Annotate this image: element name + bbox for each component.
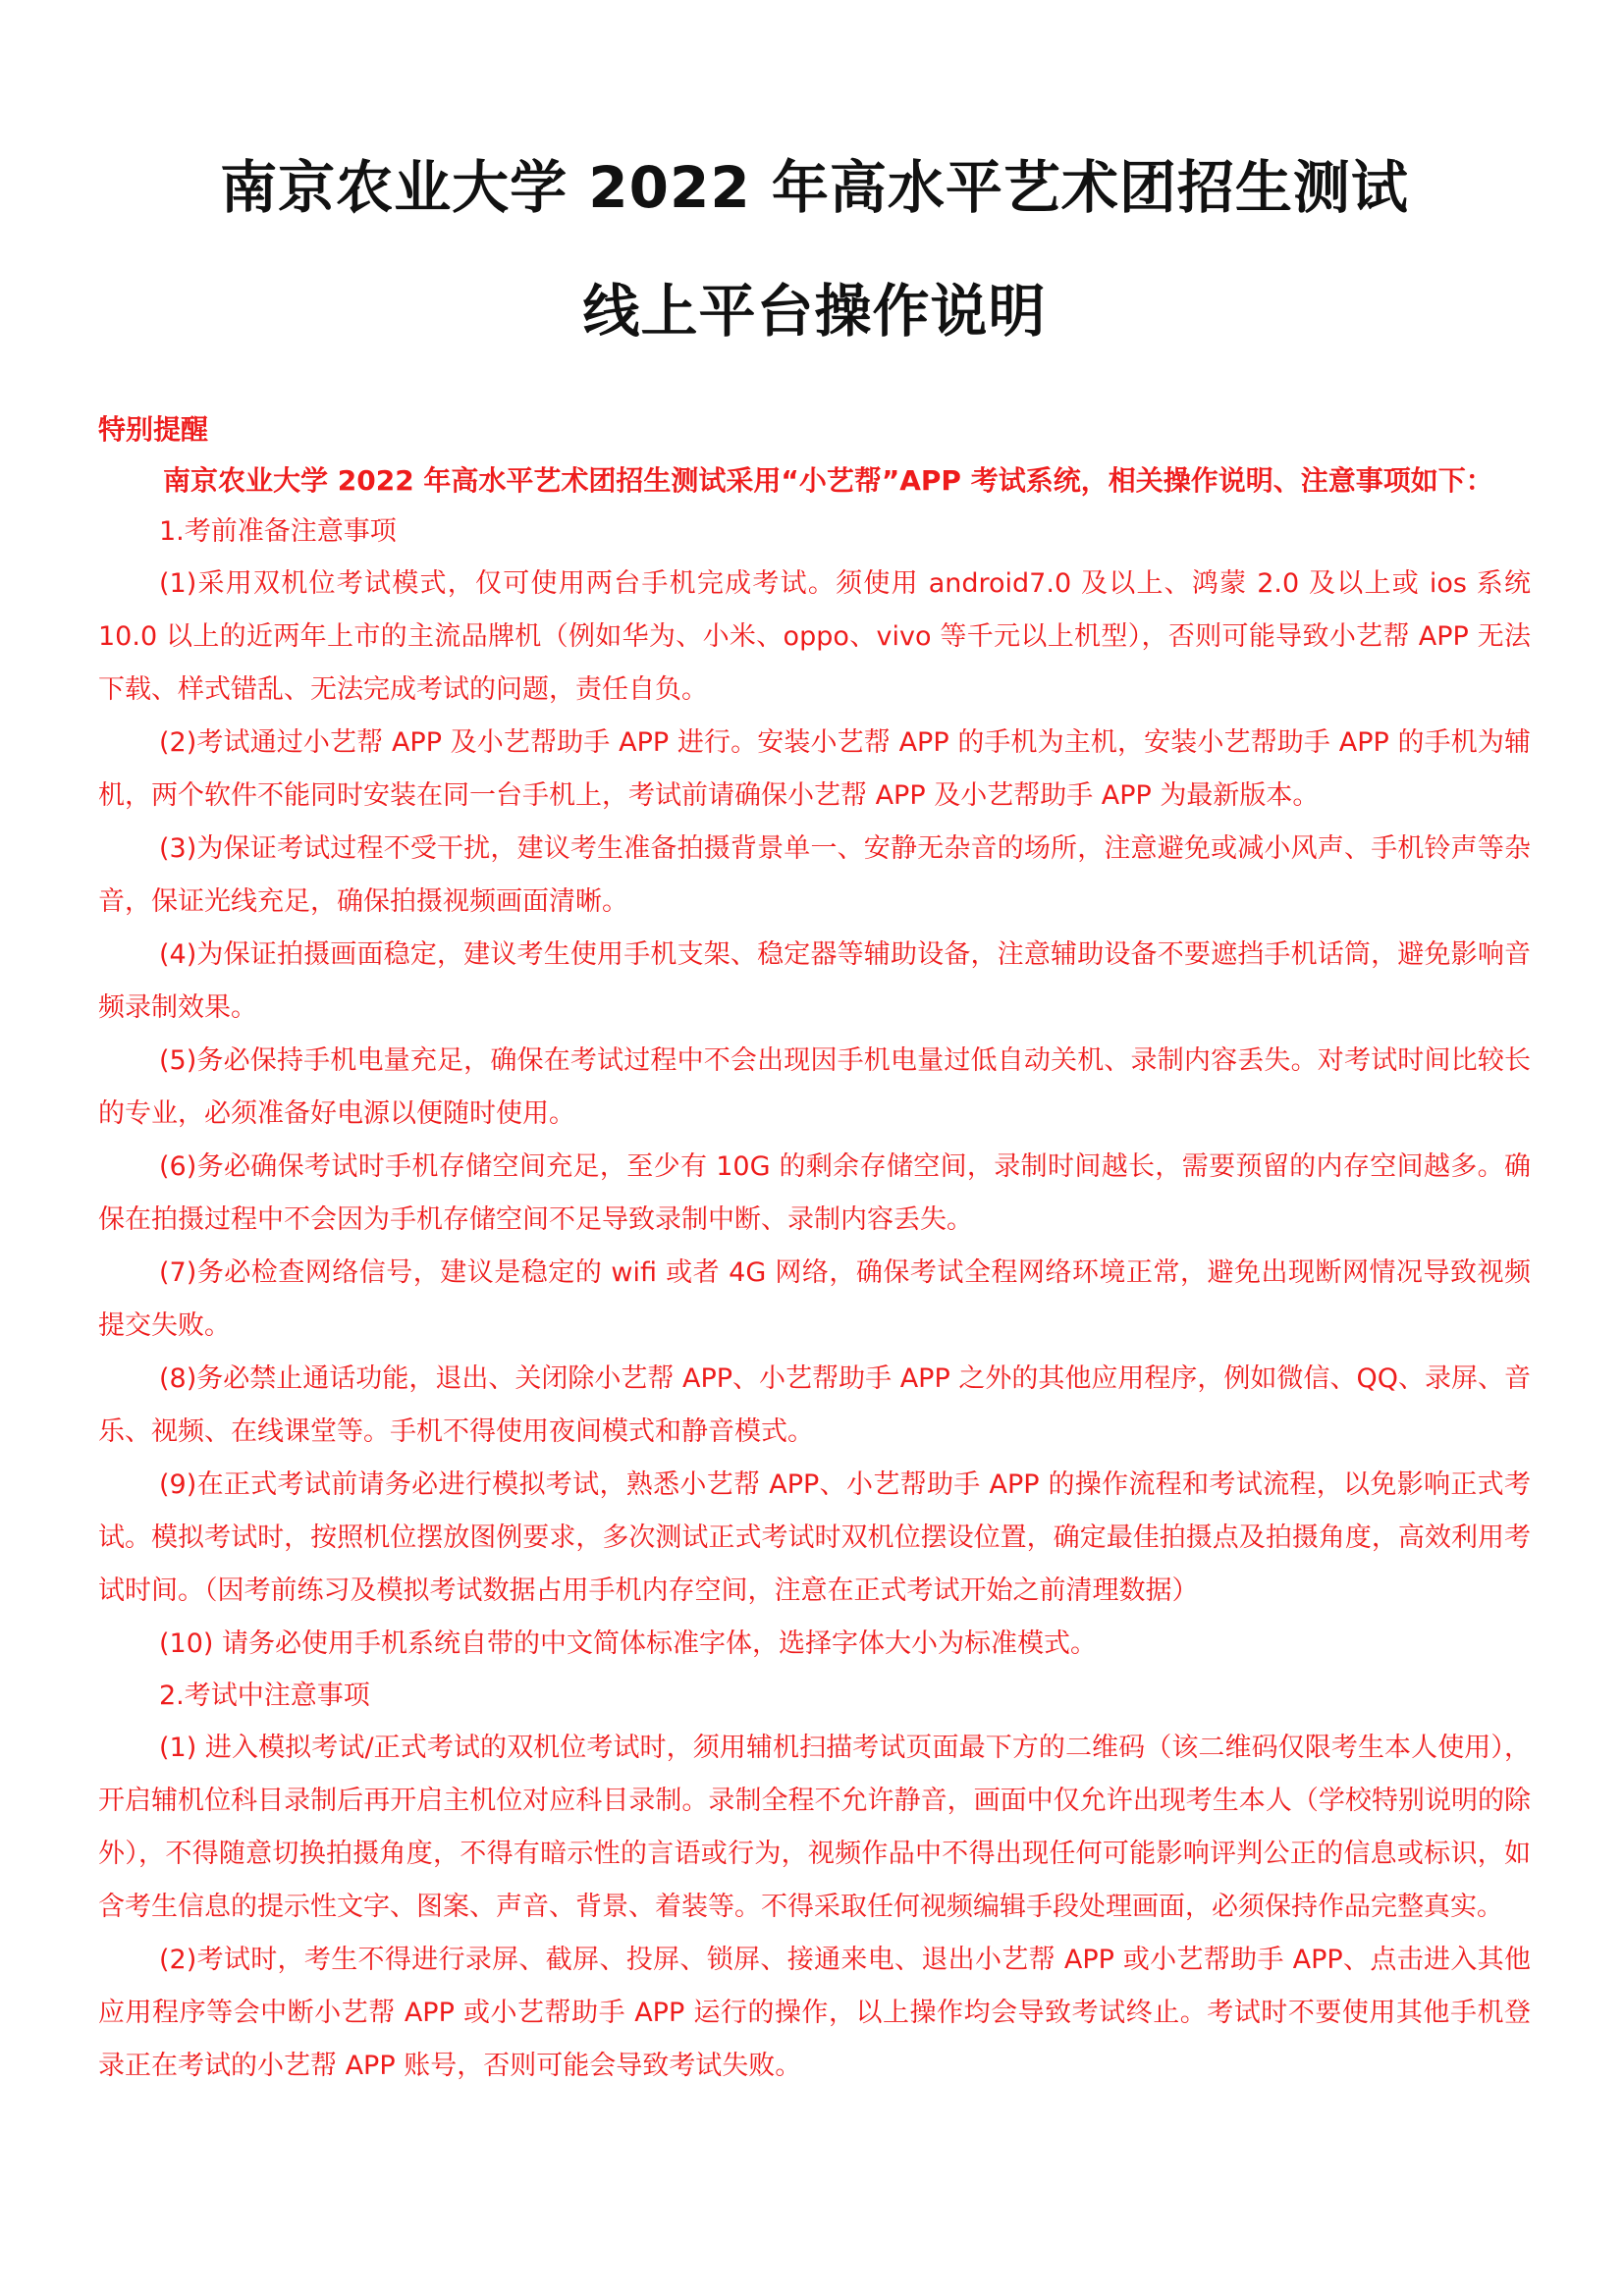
list-item: (8)务必禁止通话功能，退出、关闭除小艺帮 APP、小艺帮助手 APP 之外的其他应用程序，例如微信、QQ、录屏、音乐、视频、在线课堂等。手机不得使用夜间模式和静音模式。 bbox=[98, 1363, 1531, 1447]
list-item: (2)考试通过小艺帮 APP 及小艺帮助手 APP 进行。安装小艺帮 APP 的手机为主机，安装小艺帮助手 APP 的手机为辅机，两个软件不能同时安装在同一台手机上，考试前请确保小艺帮 APP 及小艺帮助手 APP 为最新版本。 bbox=[98, 727, 1531, 811]
notice-heading: 特别提醒 bbox=[98, 413, 209, 446]
section-heading: 1.考前准备注意事项 bbox=[159, 516, 397, 547]
list-item: (6)务必确保考试时手机存储空间充足，至少有 10G 的剩余存储空间，录制时间越长，需要预留的内存空间越多。确保在拍摄过程中不会因为手机存储空间不足导致录制中断、录制内容丢失。 bbox=[98, 1151, 1531, 1235]
list-item: (9)在正式考试前请务必进行模拟考试，熟悉小艺帮 APP、小艺帮助手 APP 的操作流程和考试流程，以免影响正式考试。模拟考试时，按照机位摆放图例要求，多次测试正式考试时双机位摆设位置，确定最佳拍摄点及拍摄角度，高效利用考试时间。（因考前练习及模拟考试数据占用手机内存空间，注意在正式考试开始之前清理数据） bbox=[98, 1469, 1531, 1606]
list-item: (5)务必保持手机电量充足，确保在考试过程中不会出现因手机电量过低自动关机、录制内容丢失。对考试时间比较长的专业，必须准备好电源以便随时使用。 bbox=[98, 1045, 1531, 1129]
section-2 bbox=[98, 1671, 1531, 2093]
list-item: (4)为保证拍摄画面稳定，建议考生使用手机支架、稳定器等辅助设备，注意辅助设备不要遮挡手机话筒，避免影响音频录制效果。 bbox=[98, 939, 1531, 1023]
document-title-line1: 南京农业大学 2022 年高水平艺术团招生测试 bbox=[220, 154, 1409, 221]
document-title-line2: 线上平台操作说明 bbox=[582, 278, 1047, 345]
section-1 bbox=[98, 507, 1531, 1671]
list-item: (2)考试时，考生不得进行录屏、截屏、投屏、锁屏、接通来电、退出小艺帮 APP 或小艺帮助手 APP、点击进入其他应用程序等会中断小艺帮 APP 或小艺帮助手 APP 运行的操作，以上操作均会导致考试终止。考试时不要使用其他手机登录正在考试的小艺帮 APP 账号，否则可能会导致考试失败。 bbox=[98, 1945, 1531, 2081]
list-item: (1) 进入模拟考试/正式考试的双机位考试时，须用辅机扫描考试页面最下方的二维码（该二维码仅限考生本人使用），开启辅机位科目录制后再开启主机位对应科目录制。录制全程不允许静音，画面中仅允许出现考生本人（学校特别说明的除外），不得随意切换拍摄角度，不得有暗示性的言语或行为，视频作品中不得出现任何可能影响评判公正的信息或标识，如含考生信息的提示性文字、图案、声音、背景、着装等。不得采取任何视频编辑手段处理画面，必须保持作品完整真实。 bbox=[98, 1733, 1531, 1922]
list-item: (3)为保证考试过程不受干扰，建议考生准备拍摄背景单一、安静无杂音的场所，注意避免或减小风声、手机铃声等杂音，保证光线充足，确保拍摄视频画面清晰。 bbox=[98, 833, 1531, 917]
list-item: (10) 请务必使用手机系统自带的中文简体标准字体，选择字体大小为标准模式。 bbox=[159, 1629, 1098, 1659]
list-item: (1)采用双机位考试模式，仅可使用两台手机完成考试。须使用 android7.0 及以上、鸿蒙 2.0 及以上或 ios 系统 10.0 以上的近两年上市的主流品牌机（例如华为、小米、oppo、vivo 等千元以上机型），否则可能导致小艺帮 APP 无法下载、样式错乱、无法完成考试的问题，责任自负。 bbox=[98, 568, 1531, 705]
list-item: (7)务必检查网络信号，建议是稳定的 wifi 或者 4G 网络，确保考试全程网络环境正常，避免出现断网情况导致视频提交失败。 bbox=[98, 1257, 1531, 1341]
section-heading: 2.考试中注意事项 bbox=[159, 1681, 370, 1711]
intro-paragraph: 南京农业大学 2022 年高水平艺术团招生测试采用“小艺帮”APP 考试系统，相关操作说明、注意事项如下： bbox=[163, 464, 1493, 497]
